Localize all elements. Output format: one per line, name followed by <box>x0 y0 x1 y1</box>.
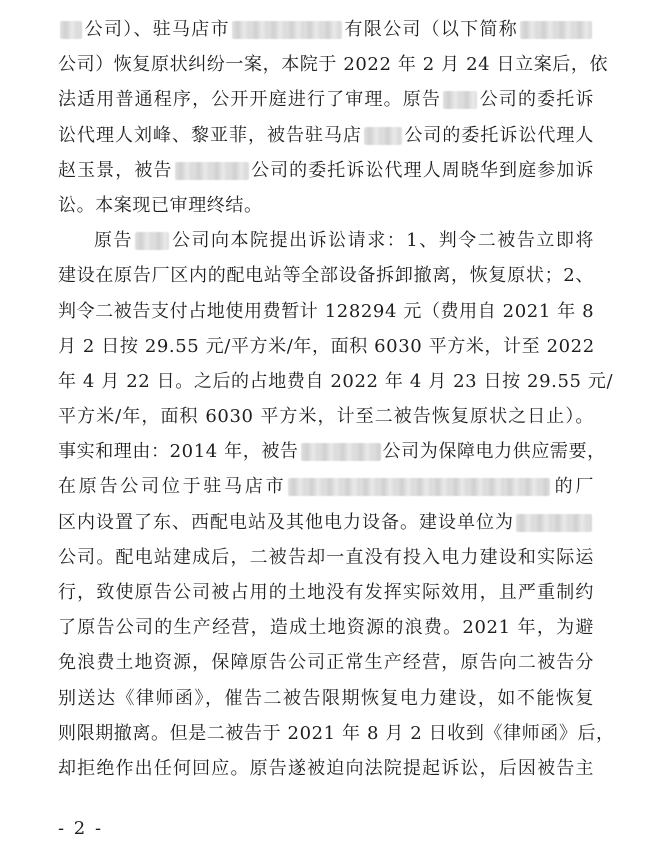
text-segment: 讼。本案现已审理终结。 <box>58 194 263 216</box>
text-segment: 了原告公司的生产经营，造成土地资源的浪费。2021 年，为避 <box>58 617 594 639</box>
text-segment: 公司）、驻马店市 <box>84 19 230 40</box>
text-line <box>58 751 594 786</box>
text-segment: 在原告公司位于驻马店市 <box>58 476 287 498</box>
text-segment: 事实和理由：2014 年，被告 <box>58 441 299 463</box>
redaction-mark <box>520 21 592 39</box>
text-segment: 行，致使原告公司被占用的土地没有发挥实际效用，且严重制约 <box>58 582 594 603</box>
redaction-mark <box>135 232 169 250</box>
text-segment: 公司。配电站建成后，二被告却一直没有投入电力建设和实际运 <box>58 546 594 568</box>
document-body <box>58 12 615 786</box>
redaction-mark <box>232 21 342 39</box>
redaction-mark <box>288 478 550 496</box>
text-line <box>58 12 594 47</box>
text-segment: 公司向本院提出诉讼请求：1、判令二被告立即将 <box>171 230 594 252</box>
redaction-mark <box>175 162 249 180</box>
text-segment: 公司的委托诉讼代理人周晓华到庭参加诉 <box>250 159 594 181</box>
text-segment: 年 4 月 22 日。之后的占地费自 2022 年 4 月 23 日按 29.55 元/ <box>58 370 614 392</box>
text-line <box>58 434 606 469</box>
text-segment: 法适用普通程序，公开开庭进行了审理。原告 <box>58 89 442 111</box>
text-line <box>58 294 594 329</box>
text-line <box>58 329 594 364</box>
page-number: - 2 - <box>58 818 104 839</box>
text-line <box>58 469 594 504</box>
text-segment: 区内设置了东、西配电站及其他电力设备。建设单位为 <box>58 511 514 533</box>
text-segment: 月 2 日按 29.55 元/平方米/年，面积 6030 平方米，计至 2022 <box>58 335 595 357</box>
text-segment: 判令二被告支付占地使用费暂计 128294 元（费用自 2021 年 8 <box>58 300 595 322</box>
text-segment: 却拒绝作出任何回应。原告遂被迫向法院提起诉讼，后因被告主 <box>58 757 594 779</box>
redaction-mark <box>516 514 592 532</box>
text-segment: 公司的委托诉 <box>479 89 594 111</box>
text-line <box>58 575 594 610</box>
text-line <box>58 47 609 82</box>
text-line <box>58 540 594 575</box>
text-line <box>58 610 594 645</box>
text-line <box>58 364 614 399</box>
redaction-mark <box>443 91 477 109</box>
text-segment: 公司）恢复原状纠纷一案，本院于 2022 年 2 月 24 日立案后，依 <box>58 54 609 76</box>
text-segment: 公司为保障电力供应需要， <box>382 441 606 463</box>
redaction-mark <box>364 127 402 145</box>
text-line <box>58 258 594 293</box>
text-line <box>58 645 594 680</box>
text-segment: 平方米/年，面积 6030 平方米，计至二被告恢复原状之日止）。 <box>58 406 594 428</box>
text-line <box>58 716 615 751</box>
text-line <box>58 118 594 153</box>
redaction-mark <box>301 443 381 461</box>
text-segment: 原告 <box>94 230 134 252</box>
text-segment: 有限公司（以下简称 <box>343 19 518 40</box>
text-segment: 建设在原告厂区内的配电站等全部设备拆卸撤离，恢复原状；2、 <box>58 265 594 287</box>
text-segment: 免浪费土地资源，保障原告公司正常生产经营，原告向二被告分 <box>58 652 594 674</box>
text-segment: 的厂 <box>552 476 594 498</box>
text-line <box>58 223 594 258</box>
text-segment: 别送达《律师函》，催告二被告限期恢复电力建设，如不能恢复 <box>58 687 594 709</box>
text-line <box>58 681 594 716</box>
text-line <box>58 505 594 540</box>
text-segment: 赵玉景，被告 <box>58 159 173 181</box>
text-segment: 公司的委托诉讼代理人 <box>404 124 594 146</box>
text-line <box>58 153 594 188</box>
text-line <box>58 399 594 434</box>
text-line <box>58 188 594 223</box>
text-segment: 则限期撤离。但是二被告于 2021 年 8 月 2 日收到《律师函》后， <box>58 722 615 744</box>
text-segment: 讼代理人刘峰、黎亚菲，被告驻马店 <box>58 124 362 146</box>
text-line <box>58 82 594 117</box>
redaction-mark <box>60 21 82 39</box>
